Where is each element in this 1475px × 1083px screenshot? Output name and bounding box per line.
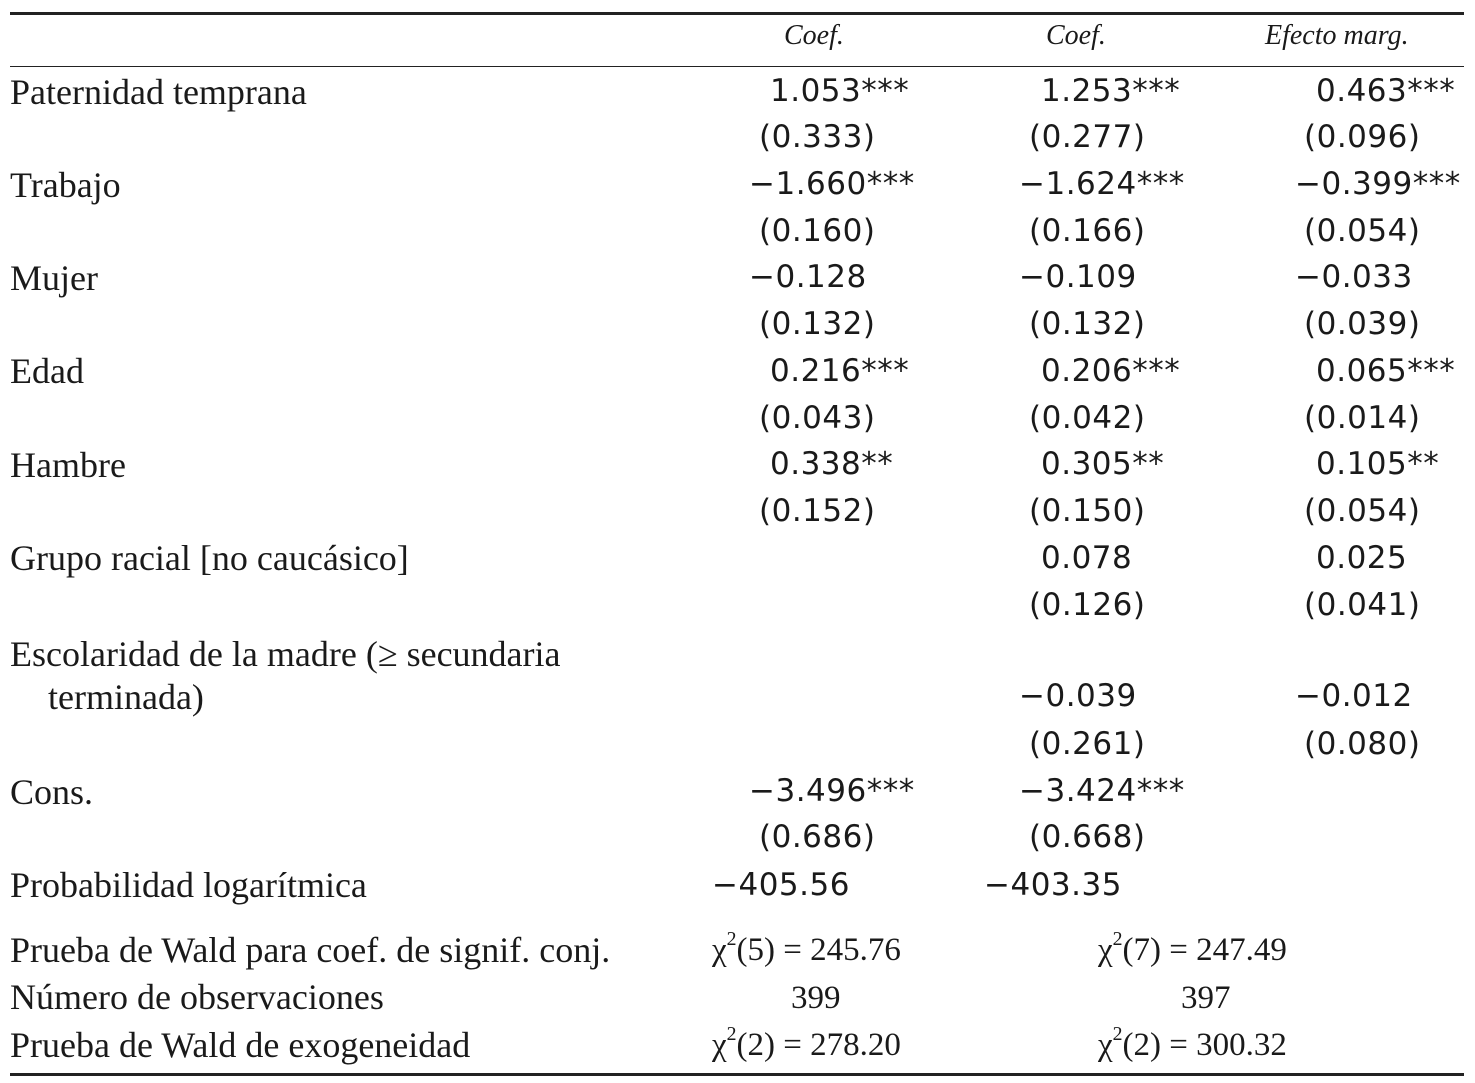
coef-value: 0.105** xyxy=(1316,446,1440,482)
stat-value: = 278.20 xyxy=(775,1027,901,1063)
top-rule xyxy=(10,12,1464,15)
se-value: (0.132) xyxy=(759,306,876,342)
row-label-continuation: terminada) xyxy=(48,677,204,717)
coef-value: 0.025 xyxy=(1316,540,1408,576)
coef-value: −0.399*** xyxy=(1295,166,1461,202)
df-value: (2) xyxy=(1122,1027,1162,1063)
wald-joint-stat: $\chi^2(7) = 247.49$ xyxy=(1098,928,1287,968)
se-value: (0.166) xyxy=(1029,213,1146,249)
se-value: (0.686) xyxy=(759,819,876,855)
coef-value: −0.128 xyxy=(749,259,867,295)
wald-exog-stat: $\chi^2(2) = 278.20$ xyxy=(712,1023,901,1063)
column-header-1: Coef. xyxy=(784,20,844,51)
coef-value: 0.463*** xyxy=(1316,73,1456,109)
se-value: (0.096) xyxy=(1304,119,1421,155)
stat-value: = 247.49 xyxy=(1161,932,1287,968)
se-value: (0.160) xyxy=(759,213,876,249)
se-value: (0.668) xyxy=(1029,819,1146,855)
loglik-value: −405.56 xyxy=(712,867,850,903)
n-obs-value: 397 xyxy=(1181,980,1231,1016)
se-value: (0.042) xyxy=(1029,400,1146,436)
se-value: (0.054) xyxy=(1304,493,1421,529)
row-label: Hambre xyxy=(10,445,126,485)
row-label: Grupo racial [no caucásico] xyxy=(10,538,409,578)
row-label: Mujer xyxy=(10,258,98,298)
coef-value: −3.424*** xyxy=(1019,773,1185,809)
se-value: (0.014) xyxy=(1304,400,1421,436)
row-label: Paternidad temprana xyxy=(10,72,307,112)
stat-value: = 300.32 xyxy=(1161,1027,1287,1063)
df-value: (5) xyxy=(736,932,776,968)
df-value: (7) xyxy=(1122,932,1162,968)
coef-value: 1.053*** xyxy=(770,73,910,109)
coef-value: 0.065*** xyxy=(1316,353,1456,389)
wald-exog-label: Prueba de Wald de exogeneidad xyxy=(10,1025,471,1065)
stat-value: = 245.76 xyxy=(775,932,901,968)
coef-value: −1.660*** xyxy=(749,166,915,202)
wald-joint-stat: $\chi^2(5) = 245.76$ xyxy=(712,928,901,968)
se-value: (0.080) xyxy=(1304,726,1421,762)
se-value: (0.277) xyxy=(1029,119,1146,155)
se-value: (0.333) xyxy=(759,119,876,155)
se-value: (0.152) xyxy=(759,493,876,529)
coef-value: −0.033 xyxy=(1295,259,1413,295)
coef-value: 0.305** xyxy=(1041,446,1165,482)
bottom-rule xyxy=(10,1073,1464,1076)
coef-value: −0.012 xyxy=(1295,678,1413,714)
n-obs-value: 399 xyxy=(791,980,841,1016)
se-value: (0.261) xyxy=(1029,726,1146,762)
coef-value: −0.039 xyxy=(1019,678,1137,714)
row-label: Cons. xyxy=(10,772,94,812)
coef-value: 0.216*** xyxy=(770,353,910,389)
row-label: Escolaridad de la madre (≥ secundaria xyxy=(10,634,561,674)
row-label: Trabajo xyxy=(10,165,121,205)
wald-joint-label: Prueba de Wald para coef. de signif. conj. xyxy=(10,930,611,970)
se-value: (0.043) xyxy=(759,400,876,436)
row-label: Edad xyxy=(10,351,84,391)
coef-value: −1.624*** xyxy=(1019,166,1185,202)
se-value: (0.039) xyxy=(1304,306,1421,342)
coef-value: −0.109 xyxy=(1019,259,1137,295)
coef-value: 0.338** xyxy=(770,446,894,482)
header-rule xyxy=(10,66,1464,67)
df-value: (2) xyxy=(736,1027,776,1063)
se-value: (0.150) xyxy=(1029,493,1146,529)
se-value: (0.132) xyxy=(1029,306,1146,342)
column-header-2: Coef. xyxy=(1046,20,1106,51)
coef-value: 0.206*** xyxy=(1041,353,1181,389)
se-value: (0.054) xyxy=(1304,213,1421,249)
column-header-3: Efecto marg. xyxy=(1265,20,1409,51)
coef-value: 0.078 xyxy=(1041,540,1133,576)
loglik-label: Probabilidad logarítmica xyxy=(10,865,367,905)
n-obs-label: Número de observaciones xyxy=(10,977,384,1017)
se-value: (0.126) xyxy=(1029,587,1146,623)
coef-value: −3.496*** xyxy=(749,773,915,809)
wald-exog-stat: $\chi^2(2) = 300.32$ xyxy=(1098,1023,1287,1063)
se-value: (0.041) xyxy=(1304,587,1421,623)
loglik-value: −403.35 xyxy=(984,867,1122,903)
coef-value: 1.253*** xyxy=(1041,73,1181,109)
